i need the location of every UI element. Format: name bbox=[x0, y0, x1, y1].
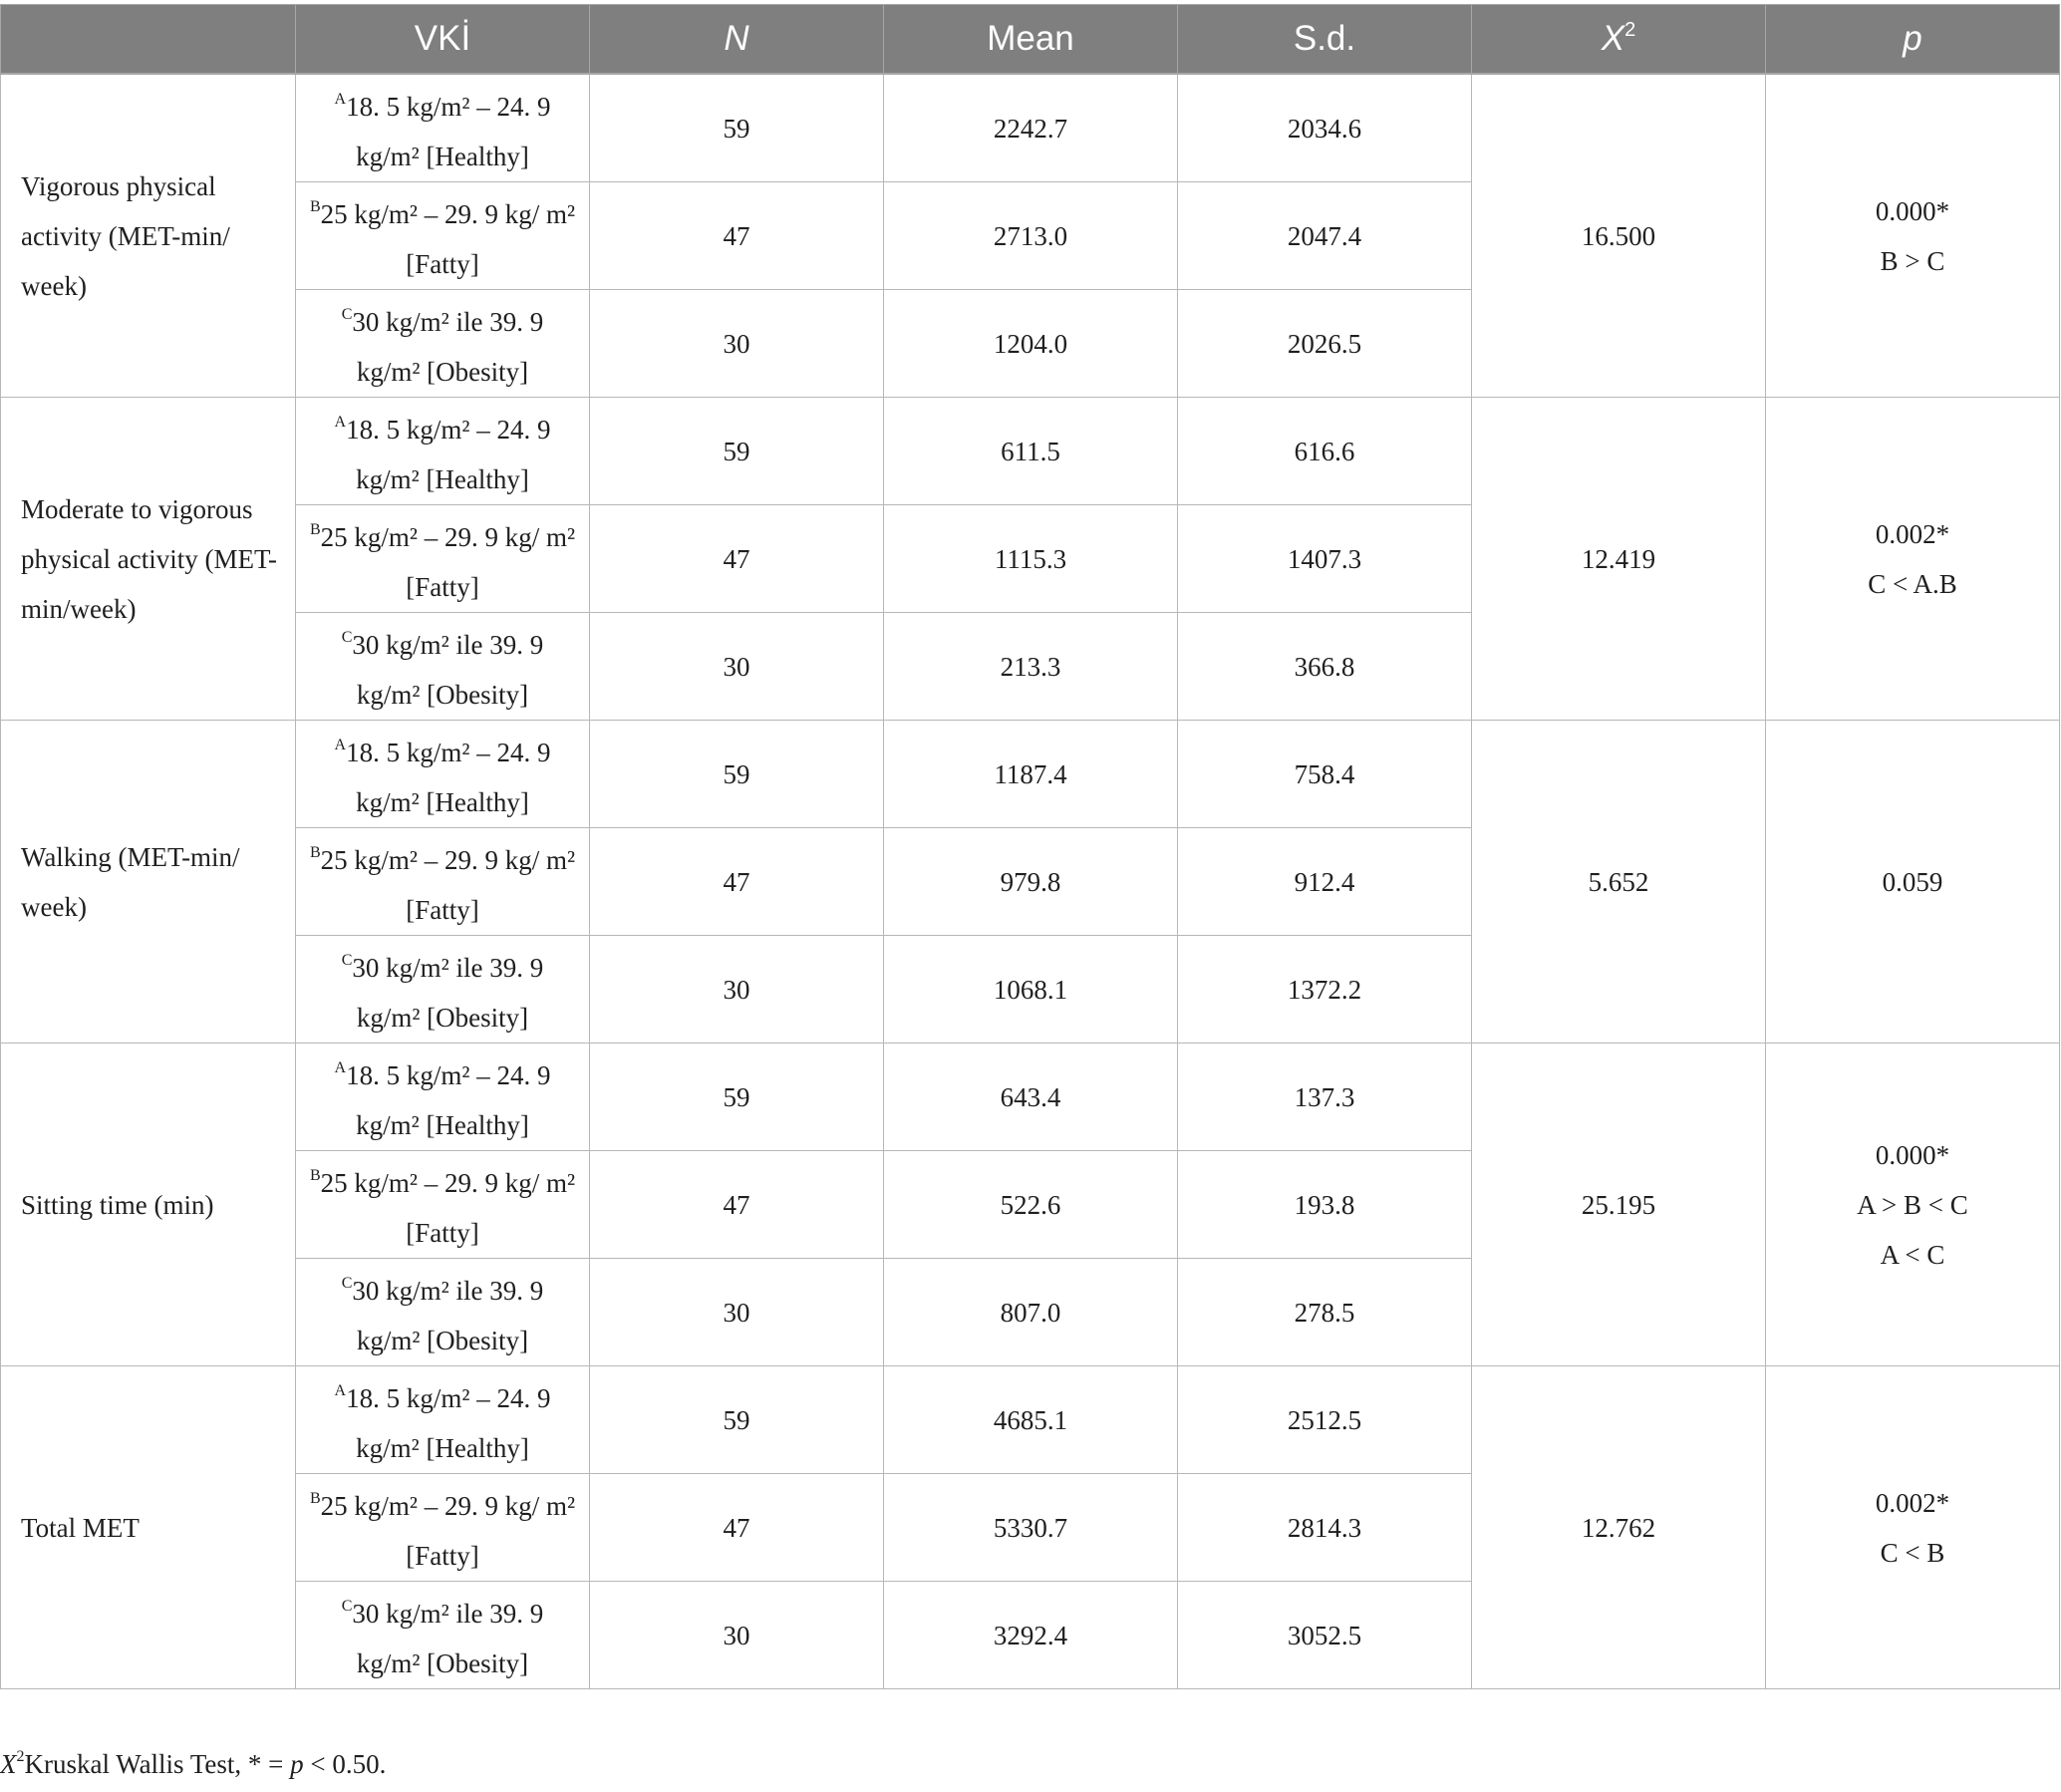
sd-value: 2814.3 bbox=[1178, 1474, 1472, 1582]
bmi-group-cell bbox=[296, 398, 590, 505]
bmi-group-label bbox=[308, 75, 577, 181]
header-chi-square bbox=[1472, 5, 1766, 75]
bmi-group-label bbox=[308, 1151, 577, 1258]
n-value: 30 bbox=[590, 936, 884, 1044]
variable-label: Walking (MET-min/ week) bbox=[1, 721, 296, 1044]
mean-value: 611.5 bbox=[884, 398, 1178, 505]
mean-value: 1068.1 bbox=[884, 936, 1178, 1044]
table-footnote bbox=[0, 1748, 386, 1780]
chi-square-value: 12.419 bbox=[1472, 398, 1766, 721]
bmi-group-cell bbox=[296, 613, 590, 721]
bmi-group-label bbox=[308, 936, 577, 1043]
mean-value: 2713.0 bbox=[884, 182, 1178, 290]
bmi-group-cell bbox=[296, 1151, 590, 1259]
group-marker: A bbox=[334, 414, 347, 431]
sd-value: 366.8 bbox=[1178, 613, 1472, 721]
sd-value: 2512.5 bbox=[1178, 1366, 1472, 1474]
p-value-line: 0.000* bbox=[1875, 1139, 1950, 1170]
bmi-group-label bbox=[308, 1044, 577, 1150]
group-range-text: 18. 5 kg/m² – 24. 9 kg/m² [Healthy] bbox=[346, 738, 551, 817]
group-range-text: 30 kg/m² ile 39. 9 kg/m² [Obesity] bbox=[352, 307, 544, 387]
bmi-group-cell bbox=[296, 182, 590, 290]
header-sd: S.d. bbox=[1178, 5, 1472, 75]
mean-value: 2242.7 bbox=[884, 74, 1178, 182]
table-body bbox=[1, 74, 2060, 1689]
group-marker: A bbox=[334, 91, 347, 108]
group-marker: B bbox=[309, 198, 321, 215]
group-marker: C bbox=[341, 1275, 353, 1292]
group-range-text: 25 kg/m² – 29. 9 kg/ m² [Fatty] bbox=[320, 1168, 576, 1248]
n-value: 30 bbox=[590, 1582, 884, 1689]
bmi-group-label bbox=[308, 505, 577, 612]
bmi-group-cell bbox=[296, 1044, 590, 1151]
variable-label: Moderate to vigorous physical activity (MET-min/week) bbox=[1, 398, 296, 721]
table-row bbox=[1, 398, 2060, 505]
sd-value: 1407.3 bbox=[1178, 505, 1472, 613]
group-range-text: 30 kg/m² ile 39. 9 kg/m² [Obesity] bbox=[352, 1599, 544, 1678]
group-range-text: 18. 5 kg/m² – 24. 9 kg/m² [Healthy] bbox=[346, 1060, 551, 1140]
p-value-cell bbox=[1766, 721, 2060, 1044]
chi-square-value: 16.500 bbox=[1472, 74, 1766, 398]
sd-value: 193.8 bbox=[1178, 1151, 1472, 1259]
table-row bbox=[1, 1044, 2060, 1151]
header-group: VKİ bbox=[296, 5, 590, 75]
bmi-group-cell bbox=[296, 74, 590, 182]
header-p-value: p bbox=[1766, 5, 2060, 75]
table-row bbox=[1, 1366, 2060, 1474]
bmi-group-label bbox=[308, 1366, 577, 1473]
n-value: 59 bbox=[590, 398, 884, 505]
variable-label: Total MET bbox=[1, 1366, 296, 1689]
p-value-line: 0.059 bbox=[1882, 866, 1943, 897]
group-marker: C bbox=[341, 306, 353, 323]
p-value-line: A < C bbox=[1880, 1239, 1945, 1270]
group-marker: C bbox=[341, 1598, 353, 1615]
p-value-cell bbox=[1766, 1044, 2060, 1366]
mean-value: 3292.4 bbox=[884, 1582, 1178, 1689]
group-marker: A bbox=[334, 1059, 347, 1076]
p-value-line: B > C bbox=[1880, 245, 1945, 276]
p-value-cell bbox=[1766, 1366, 2060, 1689]
header-chi-square-exponent: 2 bbox=[1624, 19, 1636, 41]
bmi-group-label bbox=[308, 398, 577, 504]
p-value-line: C < A.B bbox=[1868, 568, 1957, 599]
mean-value: 5330.7 bbox=[884, 1474, 1178, 1582]
mean-value: 1115.3 bbox=[884, 505, 1178, 613]
sd-value: 1372.2 bbox=[1178, 936, 1472, 1044]
n-value: 47 bbox=[590, 828, 884, 936]
mean-value: 1204.0 bbox=[884, 290, 1178, 398]
n-value: 47 bbox=[590, 505, 884, 613]
sd-value: 3052.5 bbox=[1178, 1582, 1472, 1689]
n-value: 47 bbox=[590, 1151, 884, 1259]
header-chi-square-symbol: X bbox=[1601, 19, 1625, 58]
group-range-text: 25 kg/m² – 29. 9 kg/ m² [Fatty] bbox=[320, 522, 576, 602]
group-marker: B bbox=[309, 521, 321, 538]
n-value: 59 bbox=[590, 1044, 884, 1151]
bmi-group-label bbox=[308, 613, 577, 720]
bmi-group-cell bbox=[296, 1582, 590, 1689]
header-n: N bbox=[590, 5, 884, 75]
n-value: 30 bbox=[590, 613, 884, 721]
header-row bbox=[1, 5, 2060, 75]
group-range-text: 25 kg/m² – 29. 9 kg/ m² [Fatty] bbox=[320, 1491, 576, 1571]
sd-value: 616.6 bbox=[1178, 398, 1472, 505]
bmi-group-cell bbox=[296, 1474, 590, 1582]
group-range-text: 18. 5 kg/m² – 24. 9 kg/m² [Healthy] bbox=[346, 415, 551, 494]
p-value-line: C < B bbox=[1880, 1537, 1945, 1568]
header-mean: Mean bbox=[884, 5, 1178, 75]
p-value-line: 0.000* bbox=[1875, 195, 1950, 226]
mean-value: 807.0 bbox=[884, 1259, 1178, 1366]
variable-label: Vigorous physical activity (MET-min/ week) bbox=[1, 74, 296, 398]
group-marker: B bbox=[309, 1167, 321, 1184]
group-range-text: 25 kg/m² – 29. 9 kg/ m² [Fatty] bbox=[320, 199, 576, 279]
footnote-text-1: Kruskal Wallis Test, * = bbox=[24, 1749, 291, 1779]
mean-value: 213.3 bbox=[884, 613, 1178, 721]
group-marker: B bbox=[309, 844, 321, 861]
bmi-group-cell bbox=[296, 290, 590, 398]
n-value: 47 bbox=[590, 182, 884, 290]
n-value: 59 bbox=[590, 721, 884, 828]
group-marker: A bbox=[334, 1382, 347, 1399]
group-marker: C bbox=[341, 629, 353, 646]
sd-value: 2026.5 bbox=[1178, 290, 1472, 398]
sd-value: 912.4 bbox=[1178, 828, 1472, 936]
chi-square-value: 5.652 bbox=[1472, 721, 1766, 1044]
bmi-group-cell bbox=[296, 721, 590, 828]
variable-label: Sitting time (min) bbox=[1, 1044, 296, 1366]
mean-value: 979.8 bbox=[884, 828, 1178, 936]
group-marker: C bbox=[341, 952, 353, 969]
results-table bbox=[0, 4, 2060, 1689]
sd-value: 278.5 bbox=[1178, 1259, 1472, 1366]
bmi-group-cell bbox=[296, 1259, 590, 1366]
bmi-group-label bbox=[308, 182, 577, 289]
sd-value: 2047.4 bbox=[1178, 182, 1472, 290]
footnote-x-symbol: X bbox=[0, 1749, 17, 1779]
mean-value: 643.4 bbox=[884, 1044, 1178, 1151]
chi-square-value: 25.195 bbox=[1472, 1044, 1766, 1366]
mean-value: 4685.1 bbox=[884, 1366, 1178, 1474]
group-range-text: 18. 5 kg/m² – 24. 9 kg/m² [Healthy] bbox=[346, 1383, 551, 1463]
mean-value: 1187.4 bbox=[884, 721, 1178, 828]
bmi-group-label bbox=[308, 1474, 577, 1581]
p-value-cell bbox=[1766, 74, 2060, 398]
bmi-group-label bbox=[308, 1259, 577, 1365]
bmi-group-label bbox=[308, 721, 577, 827]
group-range-text: 30 kg/m² ile 39. 9 kg/m² [Obesity] bbox=[352, 630, 544, 710]
footnote-x-exponent: 2 bbox=[16, 1748, 25, 1765]
sd-value: 2034.6 bbox=[1178, 74, 1472, 182]
p-value-cell bbox=[1766, 398, 2060, 721]
table-row bbox=[1, 721, 2060, 828]
group-range-text: 25 kg/m² – 29. 9 kg/ m² [Fatty] bbox=[320, 845, 576, 925]
header-blank bbox=[1, 5, 296, 75]
bmi-group-label bbox=[308, 828, 577, 935]
n-value: 59 bbox=[590, 74, 884, 182]
n-value: 59 bbox=[590, 1366, 884, 1474]
mean-value: 522.6 bbox=[884, 1151, 1178, 1259]
bmi-group-cell bbox=[296, 505, 590, 613]
group-marker: B bbox=[309, 1490, 321, 1507]
bmi-group-cell bbox=[296, 936, 590, 1044]
group-range-text: 30 kg/m² ile 39. 9 kg/m² [Obesity] bbox=[352, 1276, 544, 1355]
group-marker: A bbox=[334, 737, 347, 753]
group-range-text: 30 kg/m² ile 39. 9 kg/m² [Obesity] bbox=[352, 953, 544, 1033]
footnote-text-2: < 0.50. bbox=[303, 1749, 387, 1779]
bmi-group-cell bbox=[296, 828, 590, 936]
group-range-text: 18. 5 kg/m² – 24. 9 kg/m² [Healthy] bbox=[346, 92, 551, 171]
n-value: 47 bbox=[590, 1474, 884, 1582]
bmi-group-label bbox=[308, 290, 577, 397]
p-value-line: A > B < C bbox=[1857, 1189, 1968, 1220]
table-row bbox=[1, 74, 2060, 182]
sd-value: 137.3 bbox=[1178, 1044, 1472, 1151]
chi-square-value: 12.762 bbox=[1472, 1366, 1766, 1689]
p-value-line: 0.002* bbox=[1875, 518, 1950, 549]
n-value: 30 bbox=[590, 1259, 884, 1366]
p-value-line: 0.002* bbox=[1875, 1487, 1950, 1518]
bmi-group-label bbox=[308, 1582, 577, 1688]
n-value: 30 bbox=[590, 290, 884, 398]
bmi-group-cell bbox=[296, 1366, 590, 1474]
footnote-p-symbol: p bbox=[290, 1749, 304, 1779]
sd-value: 758.4 bbox=[1178, 721, 1472, 828]
